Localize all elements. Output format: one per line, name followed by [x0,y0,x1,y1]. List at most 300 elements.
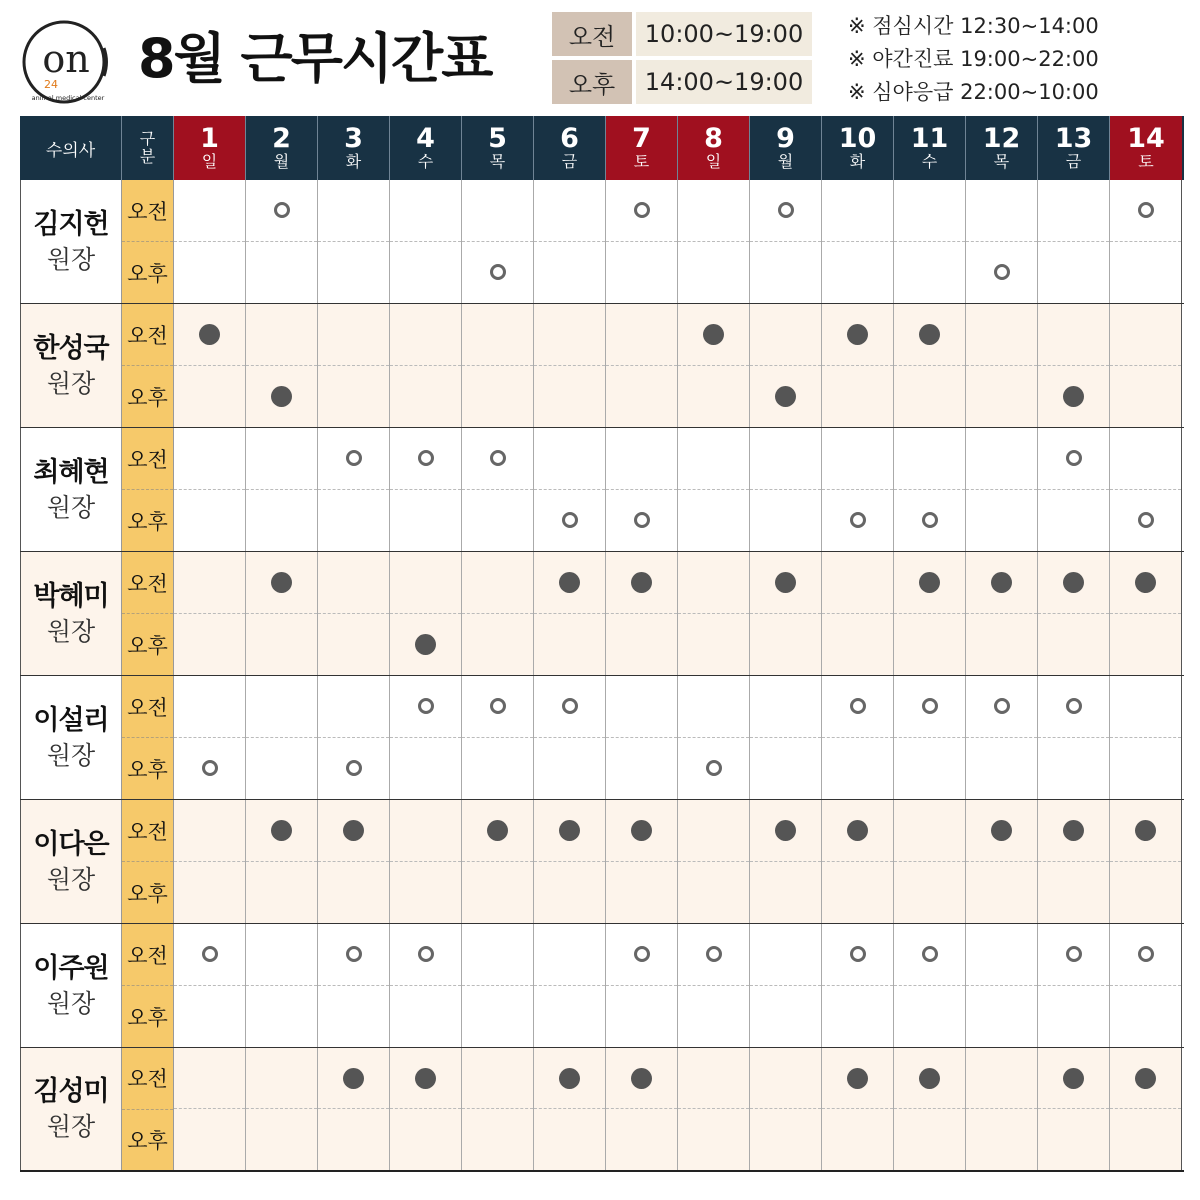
schedule-cell-am [1110,1048,1181,1109]
day-number: 7 [632,123,651,154]
schedule-cell-pm [174,242,245,304]
shift-dot-marker [919,1068,940,1089]
schedule-cell-am [606,552,677,614]
day-column [246,924,318,1047]
schedule-cell-am [534,304,605,366]
day-number: 2 [272,123,291,154]
schedule-cell-am [966,428,1037,490]
slot-labels [122,180,174,303]
slot-label-pm: 오후 [127,261,168,286]
day-column [462,676,534,799]
header-day-11 [894,116,966,180]
day-column [606,304,678,427]
day-column [174,676,246,799]
slot-label-am: 오전 [122,676,173,738]
day-number: 6 [560,123,579,154]
schedule-cell-am [822,1048,893,1109]
day-column [606,676,678,799]
schedule-cell-am [1110,428,1181,490]
schedule-cell-am [1038,800,1109,862]
shift-ring-marker [274,202,290,218]
slot-labels [122,1048,174,1170]
header-gubun: 구 분 [122,116,174,180]
schedule-cell-pm [390,490,461,552]
vet-name: 이주원 [33,952,109,984]
vet-name-cell [20,304,122,427]
schedule-cell-am [462,800,533,862]
header-day-3 [318,116,390,180]
schedule-cell-pm [750,366,821,428]
day-column [894,924,966,1047]
shift-dot-marker [1063,386,1084,407]
header-vet: 수의사 [20,116,122,180]
hours-row-am [552,12,812,56]
schedule-cell-am [1038,428,1109,490]
schedule-cell-pm [678,862,749,924]
schedule-cell-am [534,552,605,614]
schedule-cell-pm [606,490,677,552]
shift-dot-marker [415,634,436,655]
day-number: 12 [982,123,1021,154]
shift-dot-marker [919,572,940,593]
slot-labels [122,800,174,923]
day-column [678,924,750,1047]
shift-dot-marker [631,820,652,841]
schedule-cell-am [390,552,461,614]
shift-dot-marker [919,324,940,345]
day-column [174,552,246,675]
schedule-cell-am [390,1048,461,1109]
schedule-cell-pm [678,1109,749,1170]
slot-label-am: 오전 [122,800,173,862]
day-column [894,180,966,303]
schedule-cell-am [822,428,893,490]
schedule-cell-pm [966,366,1037,428]
schedule-cell-am [822,552,893,614]
day-weekday: 금 [561,152,578,171]
schedule-cell-am [1038,180,1109,242]
shift-ring-marker [346,760,362,776]
day-column [1110,304,1182,427]
schedule-cell-am [534,180,605,242]
schedule-cell-am [822,924,893,986]
schedule-cell-pm [750,490,821,552]
schedule-table [20,116,1184,1172]
schedule-cell-pm [750,614,821,676]
schedule-cell-pm [822,242,893,304]
day-weekday: 토 [633,152,650,171]
schedule-cell-pm [750,862,821,924]
shift-ring-marker [1066,698,1082,714]
shift-dot-marker [631,1068,652,1089]
schedule-cell-am [534,1048,605,1109]
shift-ring-marker [778,202,794,218]
slot-label-pm: 오후 [127,757,168,782]
schedule-cell-am [462,428,533,490]
slot-label-pm: 오후 [127,1005,168,1030]
schedule-cell-pm [390,862,461,924]
vet-name-cell [20,924,122,1047]
day-column [1038,180,1110,303]
schedule-cell-am [462,180,533,242]
schedule-cell-pm [174,986,245,1048]
schedule-cell-pm [246,366,317,428]
schedule-cell-pm [894,738,965,800]
schedule-cell-pm [534,490,605,552]
day-weekday: 월 [777,152,794,171]
schedule-cell-pm [822,490,893,552]
schedule-cell-am [750,180,821,242]
day-column [390,924,462,1047]
day-column [174,800,246,923]
schedule-cell-pm [822,366,893,428]
schedule-cell-pm [534,366,605,428]
day-column [606,800,678,923]
day-column [174,304,246,427]
schedule-cell-pm [606,366,677,428]
schedule-cell-am [246,800,317,862]
schedule-cell-am [966,1048,1037,1109]
day-column [390,180,462,303]
day-column [678,180,750,303]
day-column [822,304,894,427]
shift-dot-marker [271,820,292,841]
day-column [462,180,534,303]
shift-ring-marker [706,760,722,776]
schedule-cell-am [318,552,389,614]
schedule-cell-am [678,552,749,614]
day-column [1110,428,1182,551]
schedule-cell-am [678,800,749,862]
schedule-cell-pm [678,366,749,428]
hours-label: 오후 [552,60,632,104]
vet-role: 원장 [46,864,96,894]
note-emergency: ※ 심야응급 22:00~10:00 [848,80,1099,104]
day-column [534,552,606,675]
day-column [750,428,822,551]
schedule-cell-pm [318,1109,389,1170]
schedule-cell-am [822,180,893,242]
day-weekday: 수 [921,152,938,171]
schedule-cell-am [174,552,245,614]
schedule-cell-pm [966,614,1037,676]
day-column [894,676,966,799]
slot-label-am: 오전 [122,924,173,986]
schedule-cell-pm [894,366,965,428]
day-column [318,676,390,799]
schedule-cell-am [606,800,677,862]
schedule-cell-am [894,676,965,738]
day-column [1110,1048,1182,1170]
shift-ring-marker [850,698,866,714]
shift-dot-marker [1135,572,1156,593]
schedule-cell-pm [966,490,1037,552]
schedule-cell-am [1110,800,1181,862]
schedule-cell-am [966,304,1037,366]
header-day-9 [750,116,822,180]
schedule-cell-pm [894,1109,965,1170]
schedule-cell-pm [462,738,533,800]
slot-labels [122,304,174,427]
schedule-cell-pm [174,490,245,552]
day-column [894,1048,966,1170]
day-column [678,1048,750,1170]
schedule-cell-am [678,180,749,242]
vet-name-cell [20,676,122,799]
vet-name: 김지헌 [33,208,109,240]
day-column [678,676,750,799]
shift-ring-marker [922,698,938,714]
day-column [174,428,246,551]
schedule-cell-am [750,428,821,490]
schedule-cell-am [246,180,317,242]
shift-dot-marker [271,386,292,407]
day-column [1038,800,1110,923]
schedule-cell-am [678,924,749,986]
schedule-cell-am [1110,304,1181,366]
schedule-cell-am [606,1048,677,1109]
day-column [678,800,750,923]
header-day-2 [246,116,318,180]
day-column [894,800,966,923]
day-column [966,1048,1038,1170]
shift-ring-marker [562,512,578,528]
day-column [1038,304,1110,427]
schedule-cell-am [246,1048,317,1109]
day-weekday: 목 [993,152,1010,171]
schedule-cell-pm [390,614,461,676]
day-column [966,428,1038,551]
schedule-cell-pm [750,738,821,800]
day-column [1110,924,1182,1047]
schedule-cell-am [750,304,821,366]
vet-row [20,552,1184,676]
shift-dot-marker [991,572,1012,593]
schedule-cell-pm [318,986,389,1048]
day-column [318,552,390,675]
day-column [534,428,606,551]
schedule-cell-am [966,676,1037,738]
day-column [822,180,894,303]
schedule-cell-am [390,304,461,366]
schedule-cell-pm [390,1109,461,1170]
shift-ring-marker [1066,450,1082,466]
schedule-cell-am [390,800,461,862]
shift-dot-marker [1135,820,1156,841]
schedule-cell-pm [1110,738,1181,800]
day-column [1110,676,1182,799]
schedule-cell-am [894,1048,965,1109]
day-column [174,924,246,1047]
schedule-cell-am [678,1048,749,1109]
shift-dot-marker [559,1068,580,1089]
schedule-cell-pm [1110,1109,1181,1170]
schedule-cell-am [1038,1048,1109,1109]
shift-ring-marker [634,512,650,528]
schedule-cell-am [966,180,1037,242]
schedule-cell-pm [534,738,605,800]
shift-ring-marker [850,512,866,528]
day-column [678,552,750,675]
schedule-cell-pm [318,490,389,552]
schedule-cell-pm [318,614,389,676]
schedule-cell-am [318,428,389,490]
schedule-cell-am [966,800,1037,862]
hours-time: 14:00~19:00 [636,60,812,104]
schedule-cell-am [174,924,245,986]
schedule-cell-am [246,552,317,614]
schedule-cell-pm [1110,614,1181,676]
shift-dot-marker [487,820,508,841]
day-column [1110,180,1182,303]
day-column [966,304,1038,427]
schedule-cell-am [750,552,821,614]
schedule-cell-am [534,800,605,862]
schedule-cell-pm [462,1109,533,1170]
shift-dot-marker [775,572,796,593]
day-column [246,676,318,799]
schedule-cell-am [318,304,389,366]
schedule-cell-pm [1038,366,1109,428]
day-number: 5 [488,123,507,154]
schedule-cell-pm [462,614,533,676]
shift-ring-marker [202,760,218,776]
day-column [822,552,894,675]
schedule-cell-am [1110,552,1181,614]
day-column [246,428,318,551]
schedule-cell-am [246,428,317,490]
vet-role: 원장 [46,1112,96,1141]
vet-name: 한성국 [33,332,109,364]
schedule-cell-am [318,676,389,738]
slot-label-pm: 오후 [127,509,168,534]
day-column [390,676,462,799]
day-column [966,180,1038,303]
day-column [318,180,390,303]
shift-dot-marker [847,324,868,345]
schedule-cell-am [1110,180,1181,242]
day-weekday: 토 [1138,152,1154,171]
schedule-cell-am [174,800,245,862]
schedule-cell-am [1110,924,1181,986]
slot-labels [122,552,174,675]
day-number: 11 [910,123,949,154]
day-weekday: 화 [849,152,866,171]
schedule-cell-am [462,1048,533,1109]
schedule-cell-am [1038,304,1109,366]
schedule-cell-pm [894,614,965,676]
schedule-cell-am [678,304,749,366]
schedule-cell-am [894,428,965,490]
schedule-cell-pm [246,1109,317,1170]
schedule-cell-pm [1038,738,1109,800]
logo-text: on [42,37,90,81]
shift-ring-marker [706,946,722,962]
schedule-cell-pm [894,490,965,552]
shift-dot-marker [271,572,292,593]
schedule-cell-am [462,676,533,738]
schedule-cell-pm [822,986,893,1048]
schedule-cell-am [534,428,605,490]
day-column [318,924,390,1047]
schedule-cell-pm [1038,242,1109,304]
shift-dot-marker [847,820,868,841]
day-column [462,1048,534,1170]
day-weekday: 수 [417,152,434,171]
day-column [1110,800,1182,923]
slot-label-pm: 오후 [127,1128,168,1153]
schedule-cell-pm [534,862,605,924]
slot-label-am: 오전 [122,180,173,242]
shift-dot-marker [847,1068,868,1089]
schedule-cell-pm [1038,490,1109,552]
day-column [318,800,390,923]
slot-labels [122,924,174,1047]
vet-role: 원장 [46,616,96,646]
day-weekday: 목 [489,152,506,171]
slot-labels [122,428,174,551]
vet-role: 원장 [46,492,96,522]
vet-name: 김성미 [33,1076,109,1107]
day-column [390,800,462,923]
vet-row [20,304,1184,428]
schedule-cell-pm [606,242,677,304]
hours-box [552,12,812,108]
schedule-cell-am [750,1048,821,1109]
schedule-cell-am [390,180,461,242]
slot-label-am: 오전 [122,552,173,614]
shift-ring-marker [346,946,362,962]
schedule-cell-pm [606,986,677,1048]
shift-ring-marker [994,698,1010,714]
day-column [534,304,606,427]
shift-ring-marker [922,512,938,528]
shift-ring-marker [1138,202,1154,218]
shift-ring-marker [418,946,434,962]
shift-dot-marker [415,1068,436,1089]
schedule-cell-am [678,428,749,490]
day-column [246,180,318,303]
day-column [1038,924,1110,1047]
schedule-cell-pm [966,862,1037,924]
slot-labels [122,676,174,799]
day-column [462,304,534,427]
schedule-cell-pm [822,738,893,800]
schedule-cell-pm [318,366,389,428]
shift-ring-marker [1066,946,1082,962]
vet-role: 원장 [46,740,96,770]
schedule-cell-pm [462,862,533,924]
table-header [20,116,1184,180]
day-column [750,1048,822,1170]
vet-name: 이설리 [33,704,109,736]
hours-row-pm [552,60,812,104]
page-title: 8월 근무시간표 [138,27,492,90]
schedule-cell-pm [174,1109,245,1170]
vet-name: 이다은 [33,828,109,860]
header-day-13 [1038,116,1110,180]
shift-dot-marker [703,324,724,345]
schedule-cell-pm [606,738,677,800]
day-number: 8 [704,123,723,154]
day-column [822,676,894,799]
header-day-6 [534,116,606,180]
day-weekday: 금 [1065,152,1082,171]
day-column [894,304,966,427]
schedule-cell-pm [966,242,1037,304]
vet-name-cell [20,552,122,675]
schedule-cell-pm [246,614,317,676]
